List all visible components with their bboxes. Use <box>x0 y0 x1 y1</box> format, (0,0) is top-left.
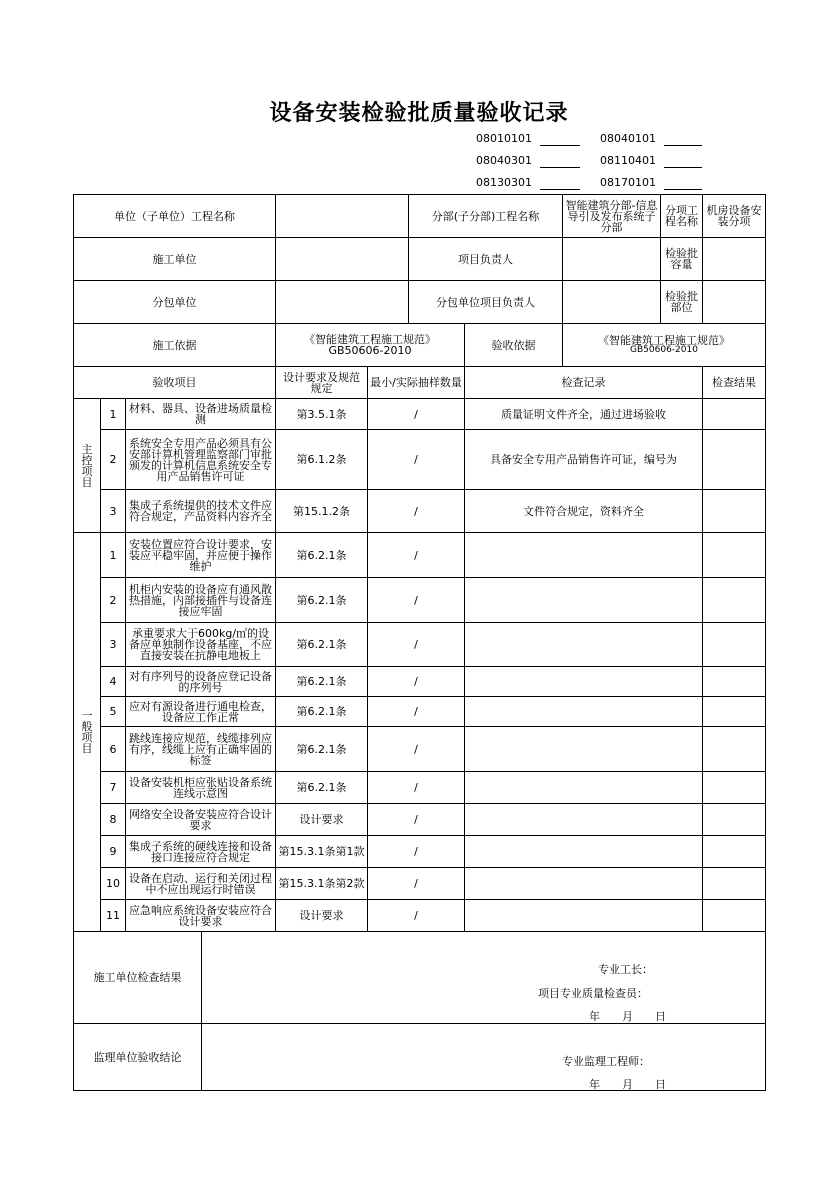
item-number: 9 <box>101 836 126 868</box>
general-items <box>74 533 766 932</box>
contractor-label: 施工单位 <box>74 238 276 281</box>
supervisor-label: 监理单位验收结论 <box>74 1024 202 1091</box>
code: 08010101 <box>476 132 532 145</box>
item-description: 应对有源设备进行通电检查，设备应工作正常 <box>126 697 276 727</box>
item-description: 机柜内安装的设备应有通风散热措施，内部接插件与设备连接应牢固 <box>126 578 276 623</box>
code-blank <box>664 176 702 190</box>
item-record[interactable]: 质量证明文件齐全，通过进场验收 <box>465 399 703 430</box>
col-sample: 最小/实际抽样数量 <box>368 367 465 399</box>
item-description: 对有序列号的设备应登记设备的序列号 <box>126 667 276 697</box>
item-description: 集成子系统提供的技术文件应符合规定，产品资料内容齐全 <box>126 490 276 533</box>
unit-value[interactable] <box>276 195 409 238</box>
item-record[interactable] <box>465 804 703 836</box>
pm-value[interactable] <box>563 238 661 281</box>
item-sample: / <box>368 836 465 868</box>
code: 08170101 <box>600 176 656 189</box>
item-sample: / <box>368 490 465 533</box>
item-number: 10 <box>101 868 126 900</box>
item-sample: / <box>368 697 465 727</box>
item-number: 7 <box>101 772 126 804</box>
table-row <box>74 868 766 900</box>
table-row <box>74 533 766 578</box>
code-blank <box>664 154 702 168</box>
header-row-basis <box>74 324 766 367</box>
item-description: 设备安装机柜应张贴设备系统连线示意图 <box>126 772 276 804</box>
item-sample: / <box>368 772 465 804</box>
item-sample: / <box>368 804 465 836</box>
date-label-2: 年 月 日 <box>589 1078 666 1091</box>
item-number: 8 <box>101 804 126 836</box>
item-description: 应急响应系统设备安装应符合设计要求 <box>126 900 276 932</box>
table-row <box>74 804 766 836</box>
item-record[interactable] <box>465 772 703 804</box>
item-result[interactable] <box>703 490 766 533</box>
item-description: 材料、器具、设备进场质量检测 <box>126 399 276 430</box>
code-blank <box>540 176 580 190</box>
sub-pm-label: 分包单位项目负责人 <box>409 281 563 324</box>
table-row <box>74 578 766 623</box>
item-number: 6 <box>101 727 126 772</box>
item-requirement: 第6.2.1条 <box>276 533 368 578</box>
item-sample: / <box>368 399 465 430</box>
item-description: 集成子系统的硬线连接和设备接口连接应符合规定 <box>126 836 276 868</box>
col-result: 检查结果 <box>703 367 766 399</box>
div-value[interactable]: 智能建筑分部-信息导引及发布系统子分部 <box>563 195 661 238</box>
item-requirement: 设计要求 <box>276 804 368 836</box>
item-sample: / <box>368 533 465 578</box>
table-row <box>74 900 766 932</box>
table-row <box>74 772 766 804</box>
item-result[interactable] <box>703 697 766 727</box>
item-requirement: 第6.2.1条 <box>276 727 368 772</box>
foreman-label: 专业工长： <box>598 963 653 976</box>
code: 08110401 <box>600 154 656 167</box>
item-result[interactable] <box>703 578 766 623</box>
quality-inspector-label: 项目专业质量检查员： <box>538 987 648 1000</box>
item-description: 设备在启动、运行和关闭过程中不应出现运行时错误 <box>126 868 276 900</box>
item-number: 2 <box>101 578 126 623</box>
code-blank <box>540 154 580 168</box>
code-blank <box>664 132 702 146</box>
item-result[interactable] <box>703 667 766 697</box>
col-record: 检查记录 <box>465 367 703 399</box>
item-record[interactable] <box>465 868 703 900</box>
item-requirement: 第6.2.1条 <box>276 772 368 804</box>
item-number: 4 <box>101 667 126 697</box>
item-number: 1 <box>101 533 126 578</box>
item-requirement: 设计要求 <box>276 900 368 932</box>
item-sample: / <box>368 900 465 932</box>
capacity-value[interactable] <box>703 238 766 281</box>
div-label: 分部(子分部)工程名称 <box>409 195 563 238</box>
code-row <box>476 132 702 154</box>
contractor-check-label: 施工单位检查结果 <box>74 932 202 1024</box>
contractor-check-content[interactable] <box>202 932 766 1024</box>
item-record[interactable] <box>465 533 703 578</box>
page-title: 设备安装检验批质量验收记录 <box>269 100 569 126</box>
accept-basis-code: GB50606-2010 <box>630 345 698 355</box>
item-requirement: 第6.2.1条 <box>276 697 368 727</box>
item-requirement: 第6.2.1条 <box>276 578 368 623</box>
sub-label: 分项工程名称 <box>661 195 703 238</box>
accept-basis-value: 《智能建筑工程施工规范》 <box>598 334 730 347</box>
header-row-contractor <box>74 238 766 281</box>
item-result[interactable] <box>703 727 766 772</box>
code-blank <box>540 132 580 146</box>
item-number: 5 <box>101 697 126 727</box>
item-sample: / <box>368 430 465 490</box>
table-row <box>74 430 766 490</box>
item-number: 3 <box>101 490 126 533</box>
item-record[interactable] <box>465 623 703 667</box>
item-record[interactable] <box>465 667 703 697</box>
item-result[interactable] <box>703 836 766 868</box>
item-number: 11 <box>101 900 126 932</box>
header-row-unit <box>74 195 766 238</box>
column-header-row <box>74 367 766 399</box>
item-requirement: 第3.5.1条 <box>276 399 368 430</box>
item-requirement: 第6.1.2条 <box>276 430 368 490</box>
item-result[interactable] <box>703 804 766 836</box>
item-result[interactable] <box>703 533 766 578</box>
item-record[interactable] <box>465 727 703 772</box>
item-record[interactable] <box>465 697 703 727</box>
supervisor-content[interactable] <box>202 1024 766 1091</box>
item-record[interactable] <box>465 836 703 868</box>
table-row <box>74 727 766 772</box>
group-label: 一般项目 <box>74 533 101 932</box>
basis-value[interactable]: 《智能建筑工程施工规范》GB50606-2010 <box>276 324 465 367</box>
item-sample: / <box>368 623 465 667</box>
part-value[interactable] <box>703 281 766 324</box>
item-description: 系统安全专用产品必须具有公安部计算机管理监察部门审批颁发的计算机信息系统安全专用产品销售许可证 <box>126 430 276 490</box>
item-number: 3 <box>101 623 126 667</box>
item-number: 1 <box>101 399 126 430</box>
item-description: 安装位置应符合设计要求，安装应平稳牢固，并应便于操作维护 <box>126 533 276 578</box>
table-row <box>74 623 766 667</box>
part-label: 检验批部位 <box>661 281 703 324</box>
item-result[interactable] <box>703 772 766 804</box>
item-result[interactable] <box>703 399 766 430</box>
item-requirement: 第15.1.2条 <box>276 490 368 533</box>
pm-label: 项目负责人 <box>409 238 563 281</box>
acceptance-table <box>73 194 766 1091</box>
accept-basis-cell[interactable] <box>563 324 766 367</box>
header-row-subcontractor <box>74 281 766 324</box>
main-items <box>74 399 766 533</box>
supervisor-engineer-label: 专业监理工程师： <box>562 1055 650 1068</box>
item-result[interactable] <box>703 430 766 490</box>
item-description: 承重要求大于600kg/㎡的设备应单独制作设备基座，不应直接安装在抗静电地板上 <box>126 623 276 667</box>
item-description: 跳线连接应规范，线缆排列应有序，线缆上应有正确牢固的标签 <box>126 727 276 772</box>
table-row <box>74 836 766 868</box>
subcontractor-value[interactable] <box>276 281 409 324</box>
item-record[interactable] <box>465 578 703 623</box>
basis-label: 施工依据 <box>74 324 276 367</box>
item-record[interactable] <box>465 900 703 932</box>
item-requirement: 第6.2.1条 <box>276 623 368 667</box>
table-row <box>74 697 766 727</box>
item-requirement: 第15.3.1条第1款 <box>276 836 368 868</box>
capacity-label: 检验批容量 <box>661 238 703 281</box>
sub-value[interactable]: 机房设备安装分项 <box>703 195 766 238</box>
unit-label: 单位（子单位）工程名称 <box>74 195 276 238</box>
sub-pm-value[interactable] <box>563 281 661 324</box>
item-sample: / <box>368 868 465 900</box>
contractor-value[interactable] <box>276 238 409 281</box>
item-sample: / <box>368 727 465 772</box>
col-req: 设计要求及规范规定 <box>276 367 368 399</box>
item-requirement: 第15.3.1条第2款 <box>276 868 368 900</box>
subcontractor-label: 分包单位 <box>74 281 276 324</box>
code: 08040301 <box>476 154 532 167</box>
table-row <box>74 490 766 533</box>
table-row <box>74 399 766 430</box>
code-row <box>476 154 702 176</box>
accept-basis-label: 验收依据 <box>465 324 563 367</box>
date-label: 年 月 日 <box>589 1010 666 1023</box>
code: 08040101 <box>600 132 656 145</box>
item-result[interactable] <box>703 900 766 932</box>
item-result[interactable] <box>703 868 766 900</box>
item-description: 网络安全设备安装应符合设计要求 <box>126 804 276 836</box>
table-row <box>74 667 766 697</box>
item-number: 2 <box>101 430 126 490</box>
inspection-codes <box>476 132 702 198</box>
item-sample: / <box>368 667 465 697</box>
group-label: 主控项目 <box>74 399 101 533</box>
item-sample: / <box>368 578 465 623</box>
code: 08130301 <box>476 176 532 189</box>
item-requirement: 第6.2.1条 <box>276 667 368 697</box>
item-record[interactable]: 文件符合规定，资料齐全 <box>465 490 703 533</box>
item-record[interactable]: 具备安全专用产品销售许可证，编号为 <box>465 430 703 490</box>
col-item: 验收项目 <box>74 367 276 399</box>
item-result[interactable] <box>703 623 766 667</box>
